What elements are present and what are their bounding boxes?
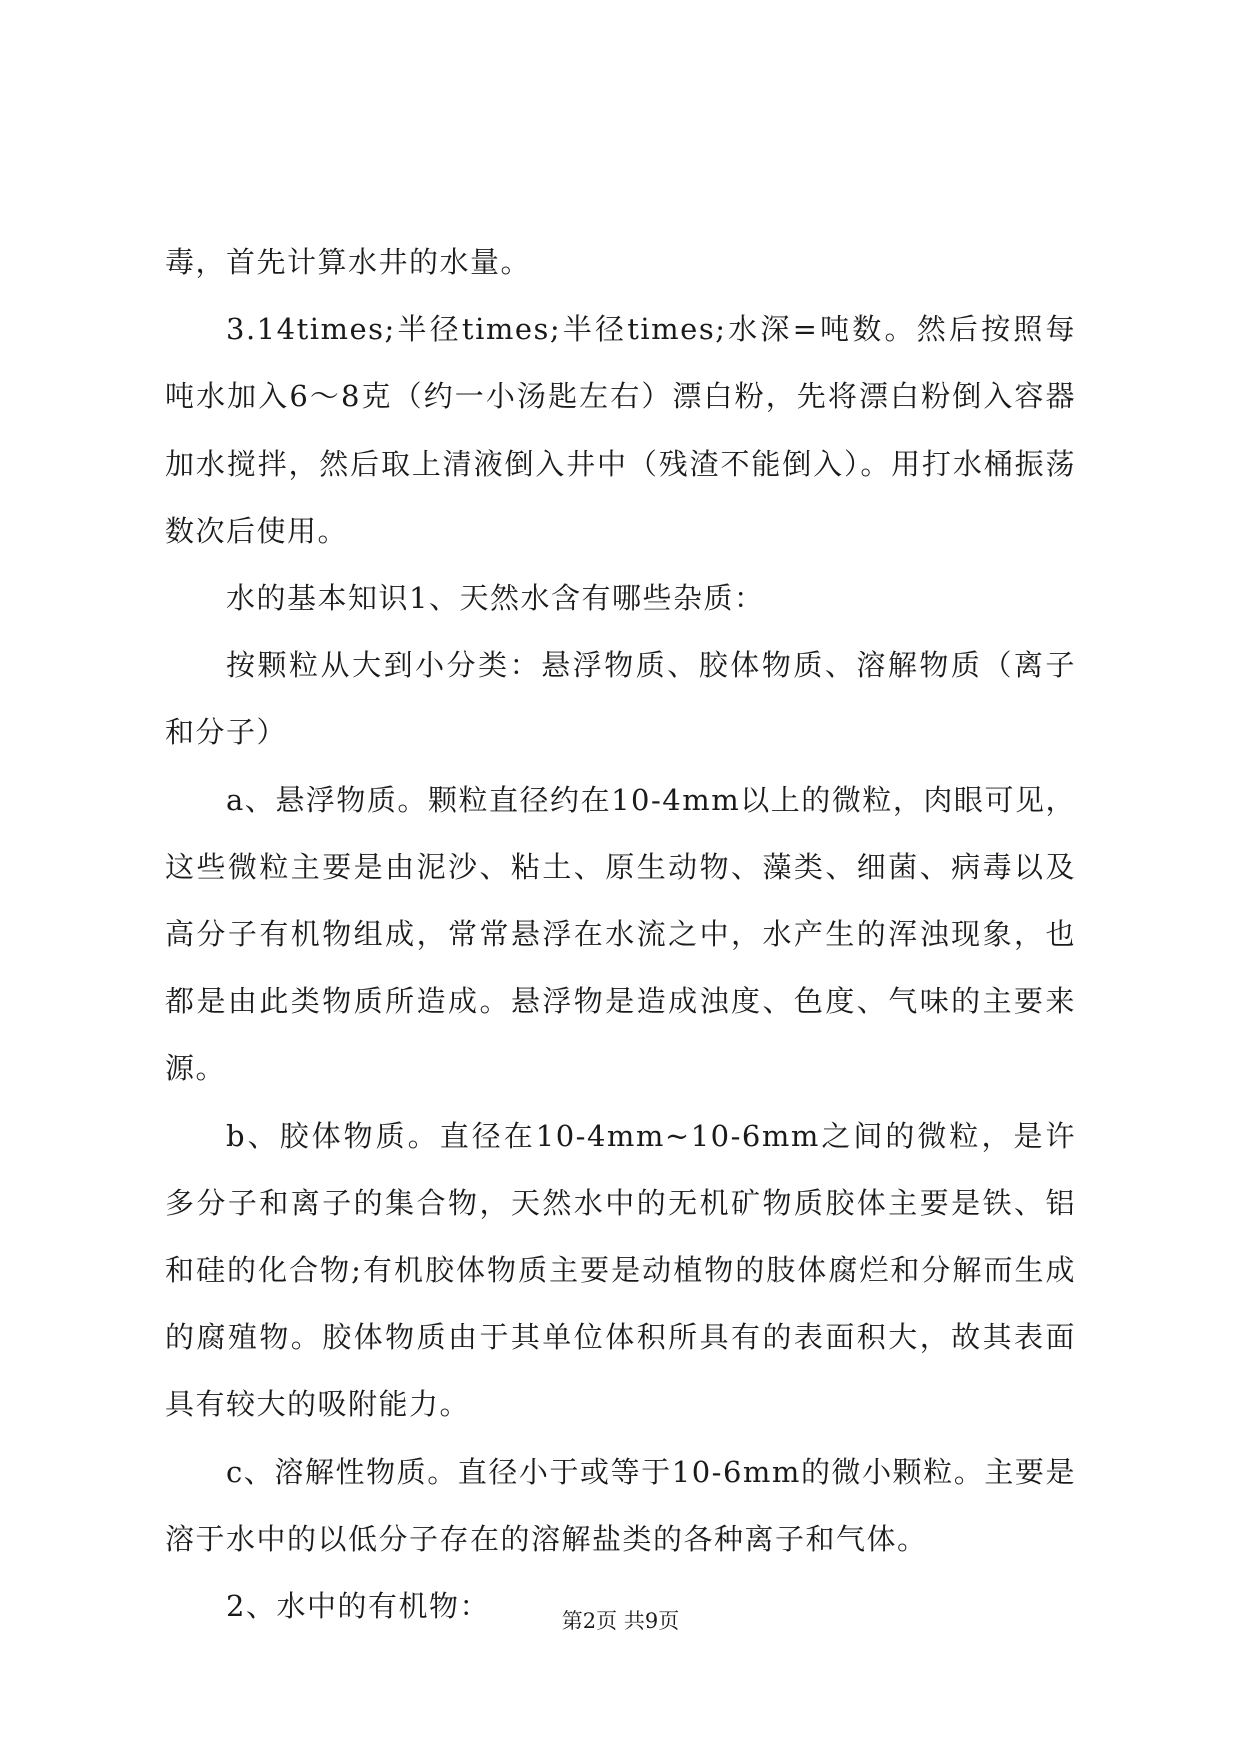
paragraph-well-volume: 3.14times;半径times;半径times;水深=吨数。然后按照每吨水加入6～8克（约一小汤匙左右）漂白粉，先将漂白粉倒入容器加水搅拌，然后取上清液倒入井中（残渣不能倒入）。用打水桶振荡数次后使用。 bbox=[165, 312, 1076, 548]
document-body bbox=[165, 229, 1076, 1640]
paragraph-suspended-matter: a、悬浮物质。颗粒直径约在10-4mm以上的微粒，肉眼可见，这些微粒主要是由泥沙、粘土、原生动物、藻类、细菌、病毒以及高分子有机物组成，常常悬浮在水流之中，水产生的浑浊现象，也都是由此类物质所造成。悬浮物是造成浊度、色度、气味的主要来源。 bbox=[165, 782, 1076, 1086]
paragraph-continuation: 毒，首先计算水井的水量。 bbox=[165, 245, 532, 279]
paragraph-organic-heading: 2、水中的有机物： bbox=[226, 1589, 490, 1624]
paragraph-water-basics-heading: 水的基本知识1、天然水含有哪些杂质： bbox=[226, 581, 765, 616]
paragraph-classification: 按颗粒从大到小分类：悬浮物质、胶体物质、溶解物质（离子和分子） bbox=[165, 648, 1076, 750]
page-number-footer: 第2页 共9页 bbox=[561, 1609, 680, 1633]
paragraph-dissolved-matter: c、溶解性物质。直径小于或等于10-6mm的微小颗粒。主要是溶于水中的以低分子存在的溶解盐类的各种离子和气体。 bbox=[165, 1454, 1076, 1556]
paragraph-colloidal-matter: b、胶体物质。直径在10-4mm~10-6mm之间的微粒，是许多分子和离子的集合物，天然水中的无机矿物质胶体主要是铁、铝和硅的化合物;有机胶体物质主要是动植物的肢体腐烂和分解而生成的腐殖物。胶体物质由于其单位体积所具有的表面积大，故其表面具有较大的吸附能力。 bbox=[165, 1118, 1076, 1422]
